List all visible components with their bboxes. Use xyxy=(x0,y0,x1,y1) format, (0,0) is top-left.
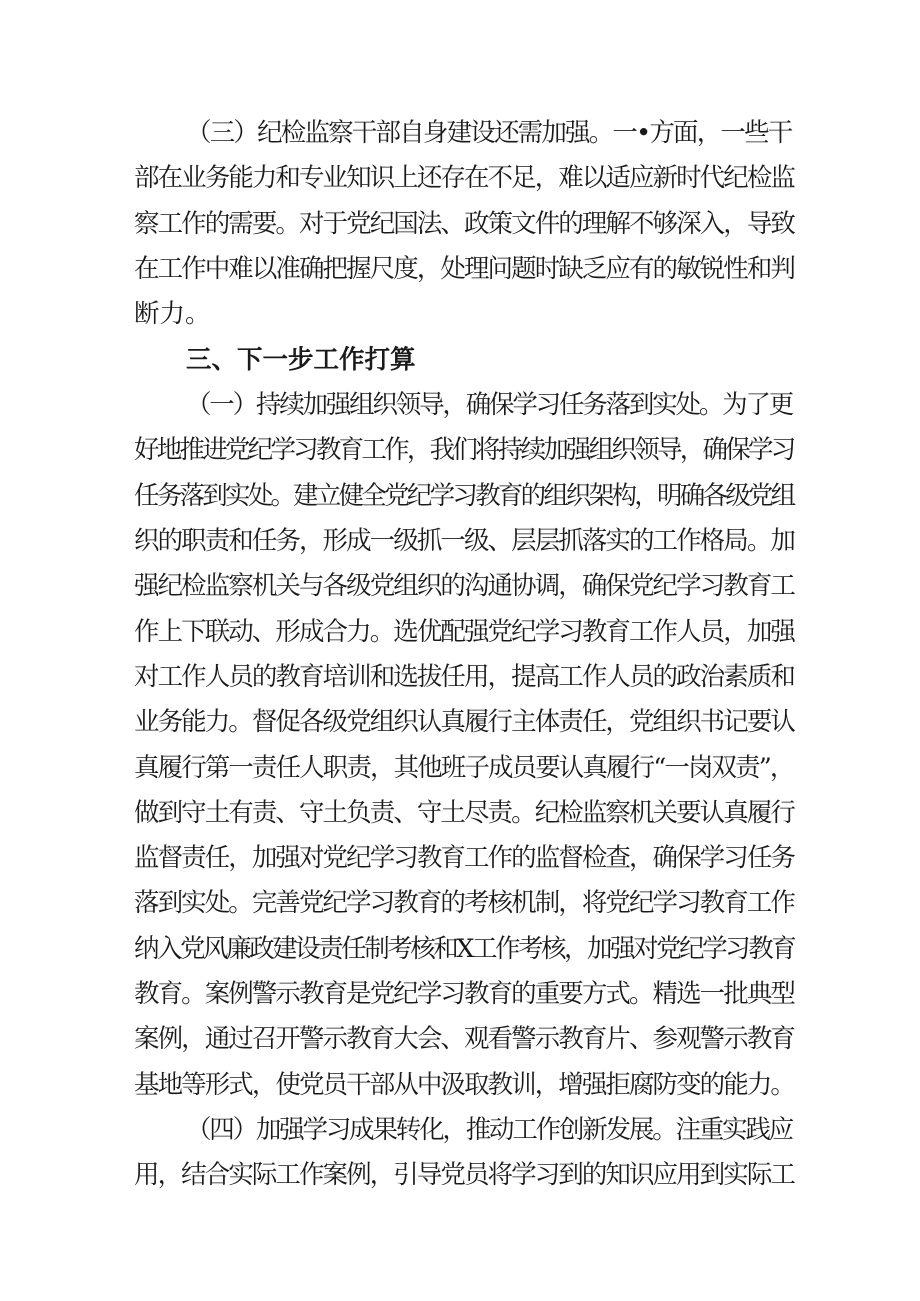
paragraph-3-line-3: 察工作的需要。对于党纪国法、政策文件的理解不够深入，导致 xyxy=(134,209,794,239)
paragraph-3-line-4: 在工作中难以准确把握尺度，处理问题时缺乏应有的敏锐性和判 xyxy=(134,254,794,284)
paragraph-1-line-10: 做到守土有责、守土负责、守土尽责。纪检监察机关要认真履行 xyxy=(134,798,794,828)
paragraph-1-line-9: 真履行第一责任人职责，其他班子成员要认真履行“一岗双责”， xyxy=(134,753,794,783)
paragraph-1-line-16: 基地等形式，使党员干部从中汲取教训，增强拒腐防变的能力。 xyxy=(134,1070,794,1100)
paragraph-1-line-8: 业务能力。督促各级党组织认真履行主体责任，党组织书记要认 xyxy=(134,707,794,737)
paragraph-4-line-2: 用，结合实际工作案例，引导党员将学习到的知识应用到实际工 xyxy=(134,1160,794,1190)
paragraph-3-line-5: 断力。 xyxy=(134,299,211,329)
paragraph-1-line-7: 对工作人员的教育培训和选拔任用，提高工作人员的政治素质和 xyxy=(134,662,794,692)
paragraph-1-line-12: 落到实处。完善党纪学习教育的考核机制，将党纪学习教育工作 xyxy=(134,888,794,918)
paragraph-1-line-11: 监督责任，加强对党纪学习教育工作的监督检查，确保学习任务 xyxy=(134,843,794,873)
paragraph-1-line-6: 作上下联动、形成合力。选优配强党纪学习教育工作人员，加强 xyxy=(134,617,794,647)
paragraph-1-line-14: 教育。案例警示教育是党纪学习教育的重要方式。精选一批典型 xyxy=(134,979,794,1009)
paragraph-1-line-2: 好地推进党纪学习教育工作，我们将持续加强组织领导，确保学习 xyxy=(134,435,794,465)
paragraph-3-line-2: 部在业务能力和专业知识上还存在不足，难以适应新时代纪检监 xyxy=(134,163,794,193)
paragraph-1-line-3: 任务落到实处。建立健全党纪学习教育的组织架构，明确各级党组 xyxy=(134,481,794,511)
paragraph-4-line-1: （四）加强学习成果转化，推动工作创新发展。注重实践应 xyxy=(186,1115,793,1145)
paragraph-1-line-4: 织的职责和任务，形成一级抓一级、层层抓落实的工作格局。加 xyxy=(134,526,794,556)
paragraph-1-line-5: 强纪检监察机关与各级党组织的沟通协调，确保党纪学习教育工 xyxy=(134,571,794,601)
paragraph-1-line-13: 纳入党风廉政建设责任制考核和X工作考核，加强对党纪学习教育 xyxy=(134,934,795,964)
section-heading: 三、下一步工作打算 xyxy=(186,345,416,375)
paragraph-1-line-15: 案例，通过召开警示教育大会、观看警示教育片、参观警示教育 xyxy=(134,1024,794,1054)
paragraph-3-line-1: （三）纪检监察干部自身建设还需加强。一•方面，一些干 xyxy=(186,118,792,148)
paragraph-1-line-1: （一）持续加强组织领导，确保学习任务落到实处。为了更 xyxy=(186,390,793,420)
